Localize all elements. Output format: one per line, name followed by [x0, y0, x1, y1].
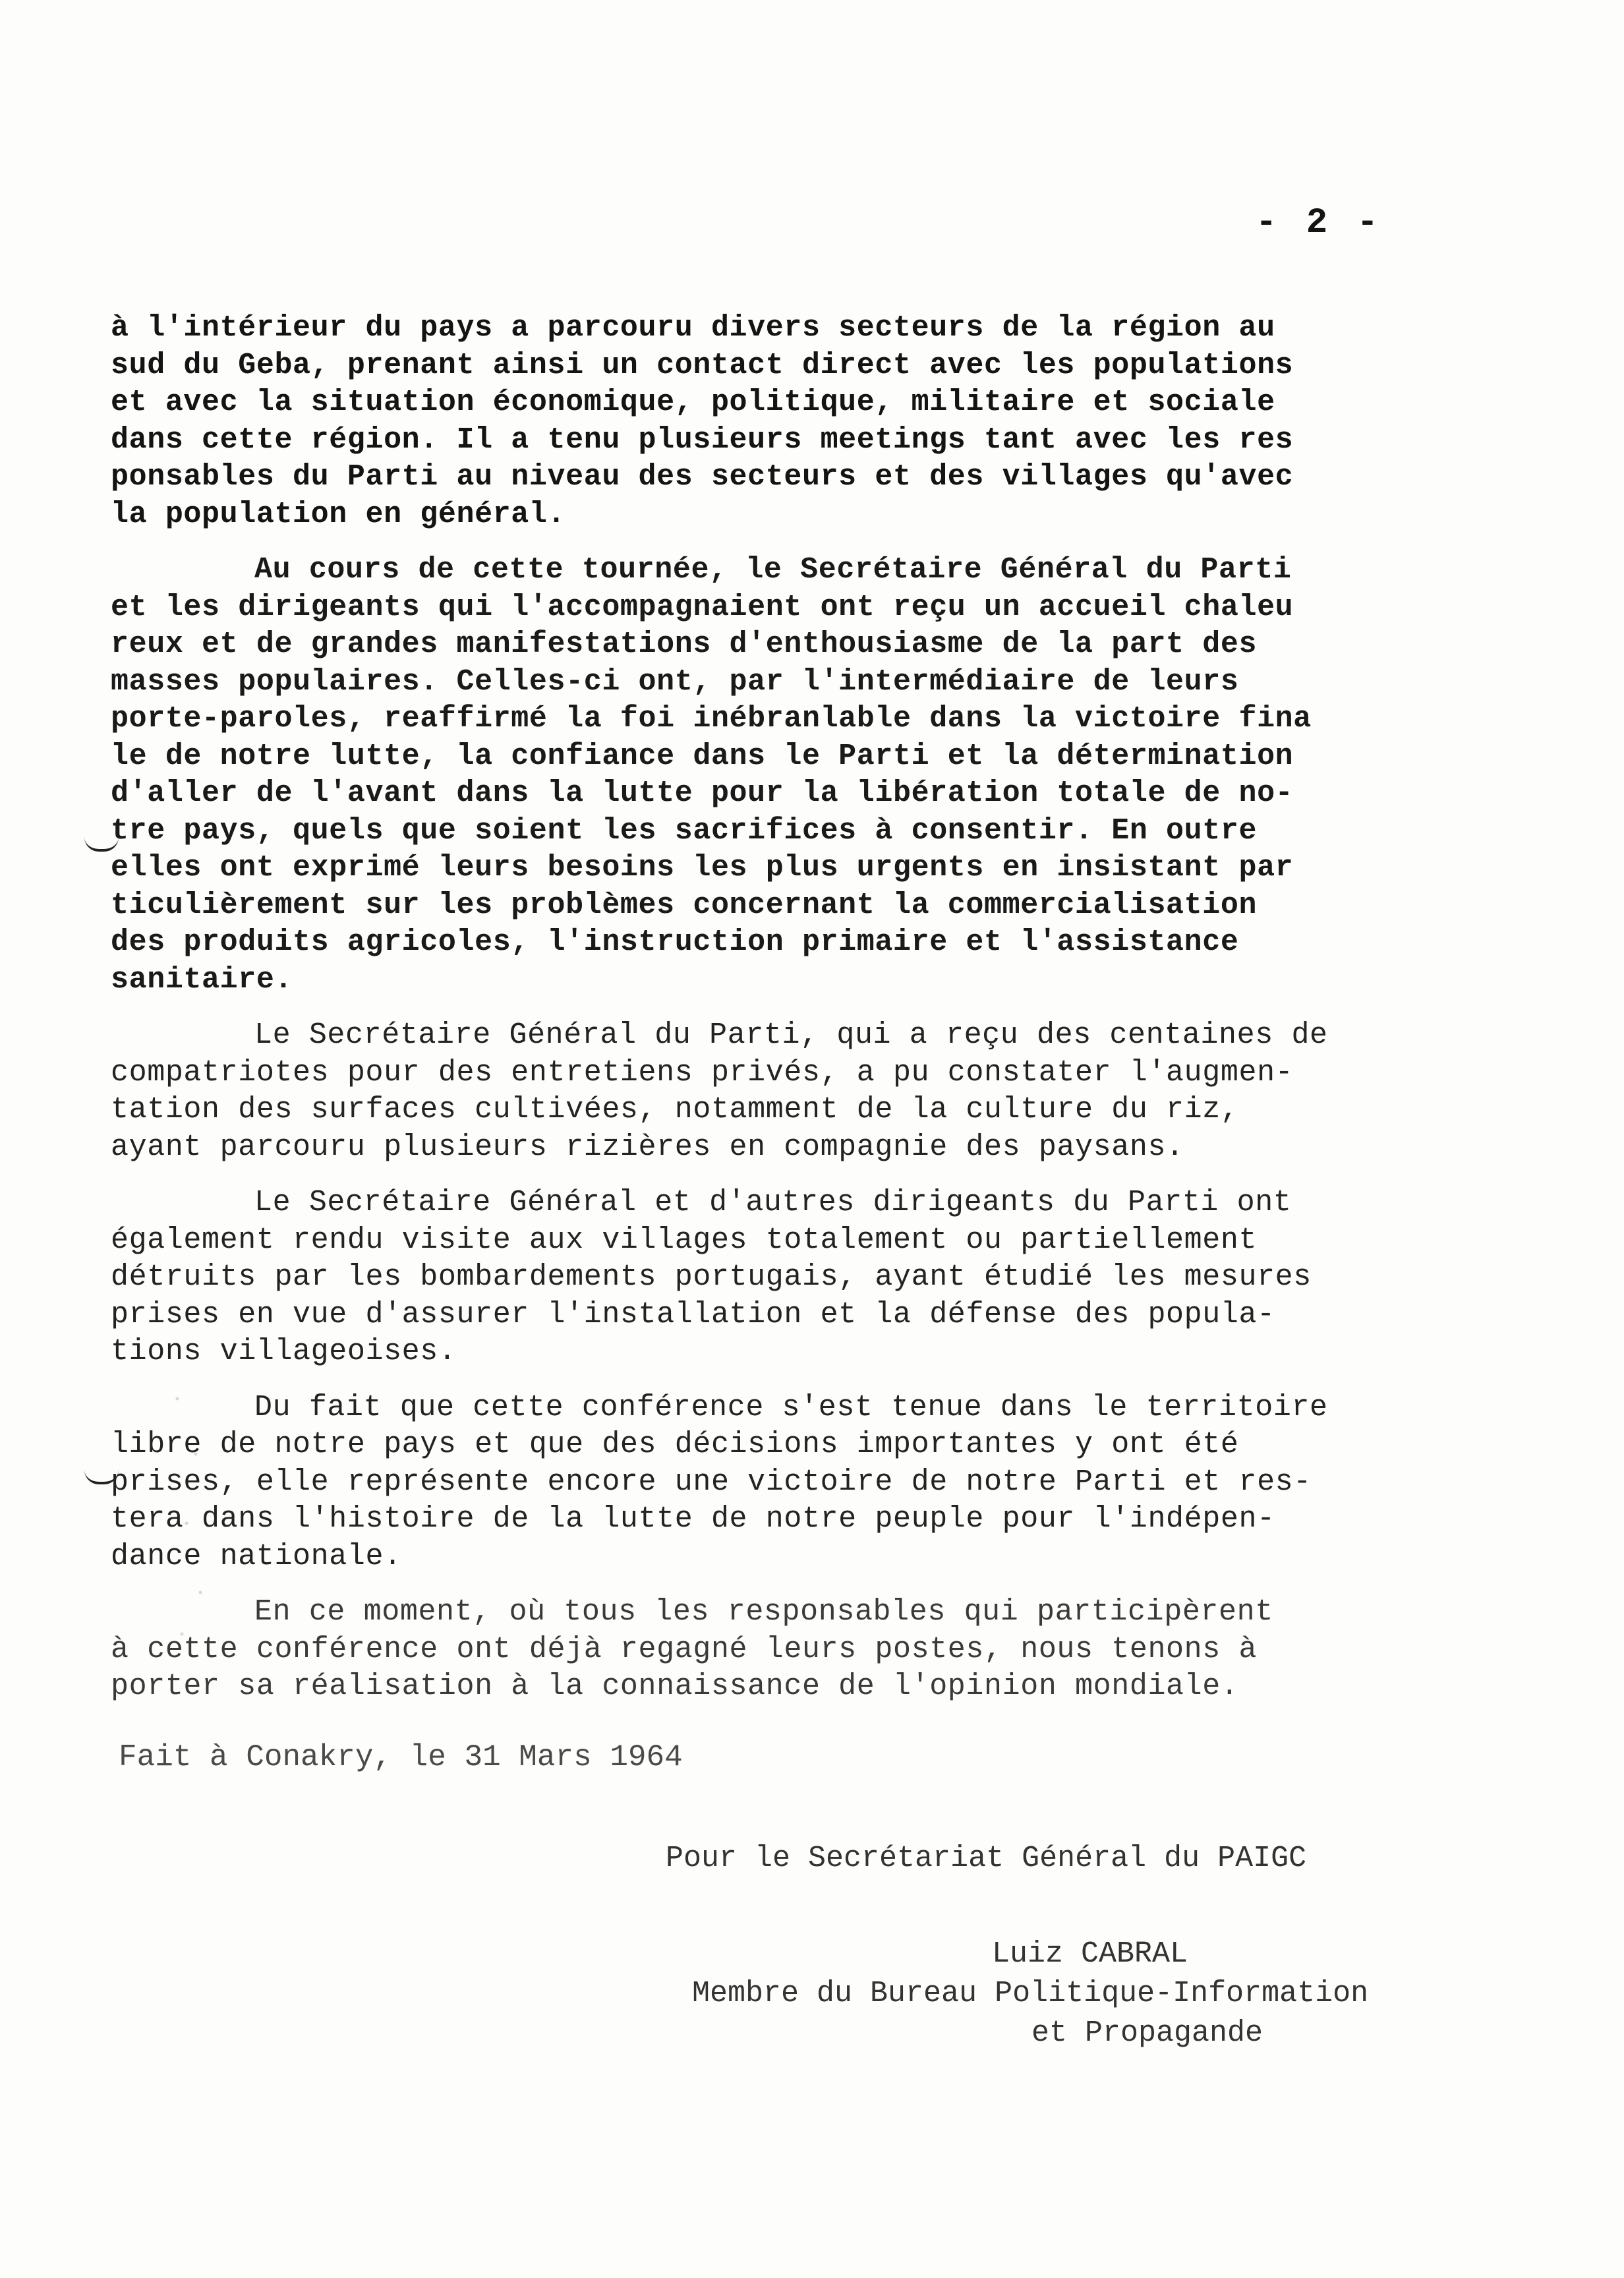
text-line: Au cours de cette tournée, le Secrétaire Général du Parti	[254, 553, 1292, 587]
text-line: tera dans l'histoire de la lutte de notre peuple pour l'indépen-	[111, 1502, 1275, 1536]
text-line: dance nationale.	[111, 1539, 402, 1573]
text-line: prises, elle représente encore une victoire de notre Parti et res-	[111, 1465, 1312, 1499]
text-line: Le Secrétaire Général et d'autres dirigeants du Parti ont	[254, 1186, 1292, 1219]
text-line: tre pays, quels que soient les sacrifices à consentir. En outre	[111, 813, 1258, 848]
signatory-role-continued: et Propagande	[1031, 2016, 1263, 2050]
paragraph	[111, 310, 1455, 533]
text-line: dans cette région. Il a tenu plusieurs meetings tant avec les res	[111, 423, 1294, 457]
text-line: la population en général.	[111, 497, 566, 531]
text-line: des produits agricoles, l'instruction primaire et l'assistance	[111, 925, 1239, 959]
text-line: sud du Geba, prenant ainsi un contact direct avec les populations	[111, 348, 1294, 382]
text-line: libre de notre pays et que des décisions importantes y ont été	[111, 1428, 1239, 1461]
text-line: le de notre lutte, la confiance dans le Parti et la détermination	[111, 739, 1294, 773]
text-line: porte-paroles, reaffirmé la foi inébranlable dans la victoire fina	[111, 702, 1312, 736]
text-line: d'aller de l'avant dans la lutte pour la libération totale de no-	[111, 776, 1294, 810]
text-line: également rendu visite aux villages totalement ou partiellement	[111, 1223, 1258, 1257]
text-line: à cette conférence ont déjà regagné leurs postes, nous tenons à	[111, 1632, 1258, 1666]
text-line: reux et de grandes manifestations d'enthousiasme de la part des	[111, 628, 1258, 661]
text-line: ponsables du Parti au niveau des secteurs et des villages qu'avec	[111, 460, 1294, 494]
text-line: détruits par les bombardements portugais, ayant étudié les mesures	[111, 1260, 1312, 1294]
signature-title: Pour le Secrétariat Général du PAIGC	[666, 1842, 1307, 1875]
page-number: - 2 -	[1256, 203, 1383, 243]
text-line: compatriotes pour des entretiens privés, a pu constater l'augmen-	[111, 1055, 1294, 1090]
text-line: ayant parcouru plusieurs rizières en compagnie des paysans.	[111, 1130, 1184, 1164]
text-line: à l'intérieur du pays a parcouru divers secteurs de la région au	[111, 311, 1275, 345]
text-line: ticulièrement sur les problèmes concernant la commercialisation	[111, 888, 1258, 922]
paragraph	[111, 1017, 1455, 1166]
paragraph	[111, 552, 1455, 999]
text-line: Du fait que cette conférence s'est tenue dans le territoire	[254, 1390, 1328, 1424]
letter-body	[111, 310, 1455, 1724]
text-line: tation des surfaces cultivées, notamment de la culture du riz,	[111, 1093, 1239, 1126]
text-line: et les dirigeants qui l'accompagnaient ont reçu un accueil chaleu	[111, 590, 1294, 624]
text-line: masses populaires. Celles-ci ont, par l'intermédiaire de leurs	[111, 664, 1239, 699]
paragraph	[111, 1389, 1455, 1576]
paragraph	[111, 1184, 1455, 1371]
paragraph	[111, 1594, 1455, 1706]
text-line: tions villageoises.	[111, 1335, 457, 1368]
text-line: prises en vue d'assurer l'installation et la défense des popula-	[111, 1297, 1275, 1331]
text-line: et avec la situation économique, politique, militaire et sociale	[111, 386, 1275, 419]
text-line: Le Secrétaire Général du Parti, qui a reçu des centaines de	[254, 1018, 1328, 1052]
text-line: En ce moment, où tous les responsables qui participèrent	[254, 1595, 1273, 1629]
signatory-role: Membre du Bureau Politique-Information	[692, 1977, 1369, 2010]
date-place-line: Fait à Conakry, le 31 Mars 1964	[119, 1740, 683, 1774]
text-line: porter sa réalisation à la connaissance de l'opinion mondiale.	[111, 1670, 1239, 1703]
text-line: elles ont exprimé leurs besoins les plus urgents en insistant par	[111, 851, 1294, 885]
text-line: sanitaire.	[111, 962, 293, 997]
signatory-name: Luiz CABRAL	[992, 1937, 1188, 1971]
